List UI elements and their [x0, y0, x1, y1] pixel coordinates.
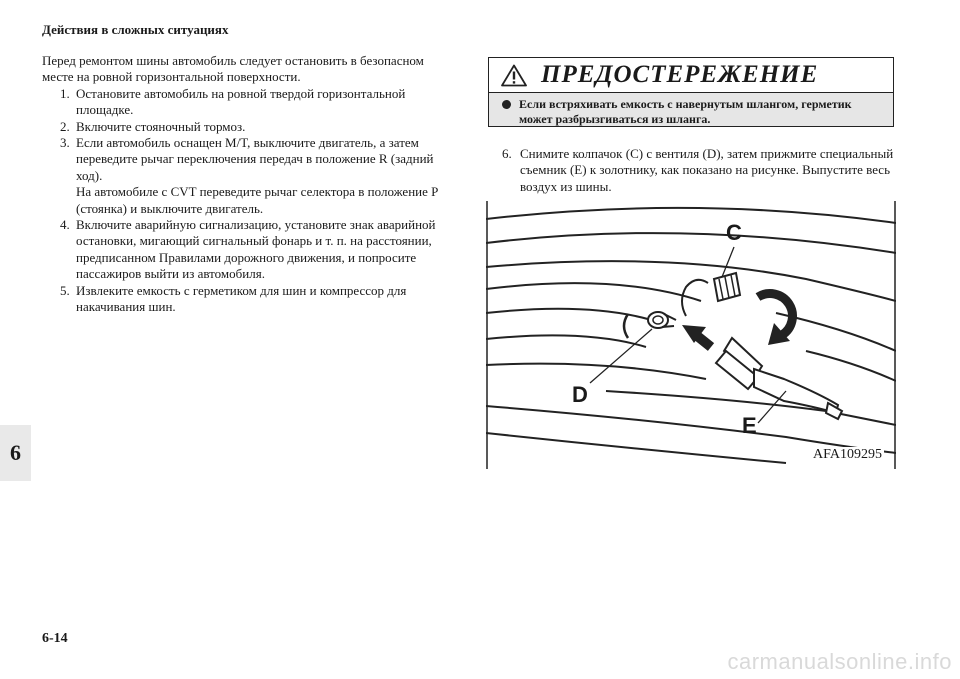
valve-stem-icon	[648, 312, 676, 328]
label-c: C	[726, 220, 742, 245]
step-text: Извлеките емкость с герметиком для шин и компрессор для накачивания шин.	[76, 282, 407, 315]
step-number: 2.	[60, 118, 70, 134]
valve-drawing	[486, 201, 896, 469]
label-d: D	[572, 382, 588, 407]
valve-hose	[682, 280, 708, 316]
valve-cap-icon	[714, 273, 740, 301]
step-number: 6.	[502, 146, 512, 161]
step-item	[42, 283, 452, 316]
bullet-icon	[502, 100, 511, 109]
page-number: 6-14	[42, 631, 68, 646]
step-number: 1.	[60, 85, 70, 101]
watermark: carmanualsonline.info	[727, 649, 952, 674]
instructions-column	[42, 53, 452, 316]
warning-text: Если встряхивать емкость с навернутым шлангом, герметик может разбрызгиваться из шланга.	[519, 97, 852, 126]
step-text: Включите аварийную сигнализацию, установите знак аварийной остановки, мигающий сигнальный фонарь и т. п. на расстоянии, предписанном Правилами дорожного движения, и попросите пассажиров выйти из автомобиля.	[76, 217, 436, 282]
valve-illustration	[486, 201, 896, 469]
warning-title: ПРЕДОСТЕРЕЖЕНИЕ	[541, 61, 819, 88]
step-text: Включите стояночный тормоз.	[76, 118, 246, 134]
warning-triangle-icon	[501, 64, 527, 87]
step-number: 5.	[60, 282, 70, 298]
step-text: Если автомобиль оснащен M/T, выключите двигатель, а затем переведите рычаг переключения передач в положение R (задний ход).	[76, 135, 434, 183]
rotation-arrow-icon	[758, 294, 792, 345]
warning-header	[489, 58, 893, 93]
intro-paragraph: Перед ремонтом шины автомобиль следует остановить в безопасном месте на ровной горизонтальной поверхности.	[42, 53, 424, 85]
warning-box	[488, 57, 894, 127]
step-item	[42, 135, 452, 217]
step-number: 4.	[60, 217, 70, 233]
core-remover-tool-icon	[716, 338, 842, 419]
step-text: Остановите автомобиль на ровной твердой горизонтальной площадке.	[76, 85, 406, 118]
section-header: Действия в сложных ситуациях	[42, 22, 229, 37]
label-e: E	[742, 413, 757, 438]
step-item	[42, 119, 452, 135]
step-note: На автомобиле с CVT переведите рычаг селектора в положение P (стоянка) и выключите двигатель.	[76, 184, 438, 216]
warning-body	[489, 93, 893, 127]
step-number: 3.	[60, 135, 70, 151]
push-arrow-icon	[682, 325, 711, 347]
figure-code: AFA109295	[813, 447, 882, 462]
step-item	[42, 217, 452, 283]
valve-base-icon	[624, 314, 628, 338]
steps-list	[42, 86, 452, 316]
step-item	[42, 86, 452, 119]
chapter-tab: 6	[0, 425, 31, 481]
step-6	[502, 146, 902, 195]
step-text: Снимите колпачок (C) с вентиля (D), затем прижмите специальный съемник (E) к золотнику, как показано на рисунке. Выпустите весь воздух из шины.	[520, 146, 894, 194]
